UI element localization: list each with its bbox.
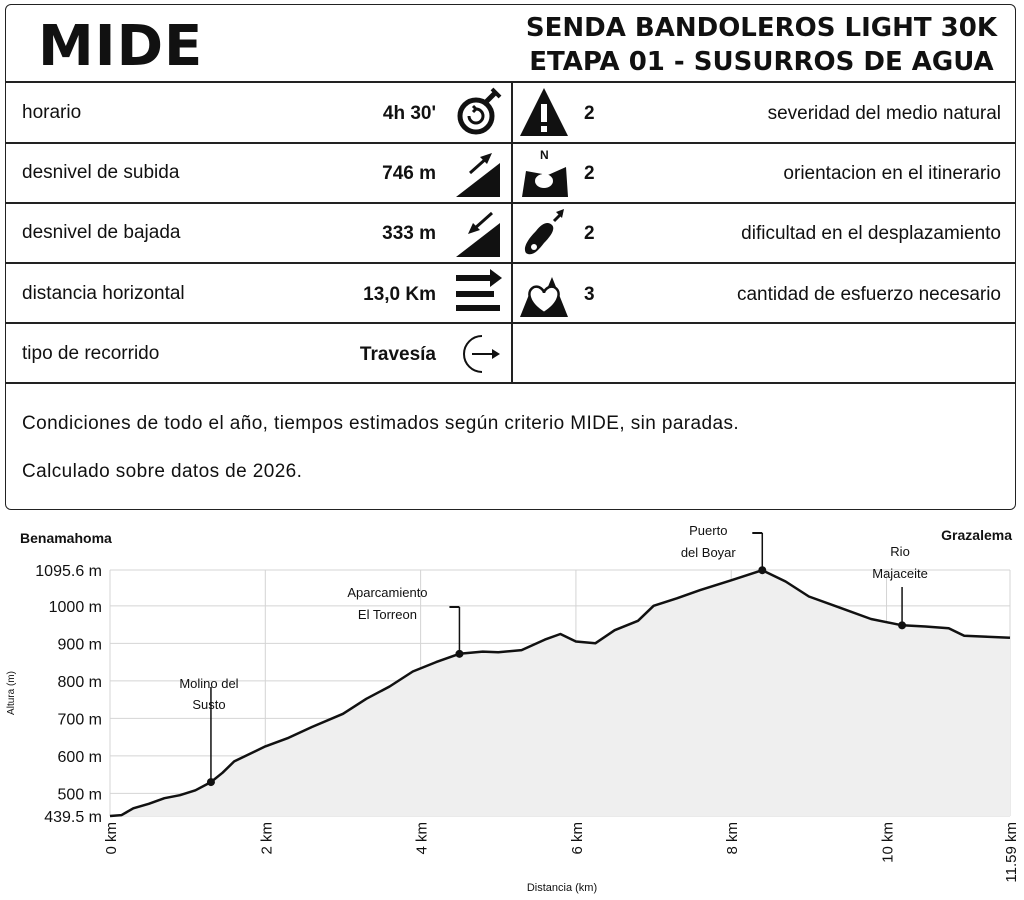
y-tick-label: 1000 m — [48, 598, 102, 616]
warning-mountain-icon — [518, 86, 570, 138]
y-tick-label: 900 m — [57, 636, 102, 654]
x-tick-label: 10 km — [879, 822, 897, 863]
x-tick-label: 4 km — [413, 822, 431, 855]
x-axis-title: Distancia (km) — [526, 882, 598, 894]
marker-point — [758, 566, 766, 574]
value-desnivel-bajada: 333 m — [382, 223, 436, 244]
route-title — [526, 11, 997, 79]
x-tick-label: 2 km — [258, 822, 276, 855]
one-way-route-icon — [452, 328, 504, 380]
value-tipo-recorrido: Travesía — [359, 344, 436, 365]
mide-logo: MIDE — [38, 14, 204, 79]
marker-label: Rio — [890, 544, 910, 559]
mide-card — [5, 4, 1016, 510]
marker-label: del Boyar — [680, 545, 736, 560]
distance-arrows-icon — [452, 267, 504, 319]
label-desnivel-bajada: desnivel de bajada — [22, 222, 181, 243]
heart-effort-icon — [518, 267, 570, 319]
x-tick-label: 6 km — [568, 822, 586, 855]
route-title-line1: SENDA BANDOLEROS LIGHT 30K — [525, 13, 997, 43]
label-tipo-recorrido: tipo de recorrido — [22, 343, 160, 364]
marker-point — [898, 621, 906, 629]
score-dificultad: 2 — [584, 223, 595, 244]
calculation-note: Calculado sobre datos de 2026. — [22, 461, 303, 482]
elevation-profile-chart — [0, 515, 1024, 900]
score-orientacion: 2 — [584, 163, 595, 184]
x-tick-label: 11.59 km — [1003, 822, 1020, 883]
y-axis-title: Altura (m) — [6, 671, 17, 715]
value-horario: 4h 30' — [382, 103, 436, 124]
start-location-label: Benamahoma — [20, 530, 112, 546]
score-severidad: 2 — [584, 103, 595, 124]
end-location-label: Grazalema — [941, 527, 1012, 543]
y-tick-label: 800 m — [57, 673, 102, 691]
conditions-note: Condiciones de todo el año, tiempos estimados según criterio MIDE, sin paradas. — [22, 413, 740, 434]
elevation-area — [110, 570, 1010, 816]
value-desnivel-subida: 746 m — [382, 163, 436, 184]
y-tick-label: 500 m — [57, 786, 102, 804]
x-tick-label: 0 km — [103, 822, 120, 855]
y-tick-label: 700 m — [57, 711, 102, 729]
marker-label: El Torreon — [357, 607, 417, 622]
label-desnivel-subida: desnivel de subida — [22, 162, 180, 183]
label-dificultad: dificultad en el desplazamiento — [741, 223, 1001, 244]
y-tick-label: 600 m — [57, 748, 102, 766]
label-esfuerzo: cantidad de esfuerzo necesario — [736, 284, 1001, 305]
value-distancia: 13,0 Km — [363, 284, 436, 305]
y-tick-label: 439.5 m — [44, 809, 102, 826]
marker-label: Susto — [192, 697, 226, 712]
compass-icon — [518, 147, 570, 199]
marker-label: Aparcamiento — [347, 585, 428, 600]
marker-point — [455, 650, 463, 658]
svg-text:N: N — [540, 148, 549, 162]
x-tick-label: 8 km — [724, 822, 742, 855]
route-title-line2: ETAPA 01 - SUSURROS DE AGUA — [529, 47, 994, 77]
ascent-icon — [452, 147, 504, 199]
label-orientacion: orientacion en el itinerario — [783, 163, 1001, 184]
marker-point — [207, 778, 215, 786]
marker-label: Puerto — [689, 523, 728, 538]
label-distancia: distancia horizontal — [22, 283, 185, 304]
label-severidad: severidad del medio natural — [767, 103, 1001, 124]
divider — [6, 382, 1015, 384]
score-esfuerzo: 3 — [584, 284, 595, 305]
column-divider — [511, 82, 513, 382]
footprint-icon — [518, 207, 570, 259]
stopwatch-icon — [452, 86, 504, 138]
y-tick-label: 1095.6 m — [35, 563, 102, 580]
marker-label: Majaceite — [872, 566, 928, 581]
label-horario: horario — [22, 102, 82, 123]
marker-label: Molino del — [179, 676, 239, 691]
descent-icon — [452, 207, 504, 259]
